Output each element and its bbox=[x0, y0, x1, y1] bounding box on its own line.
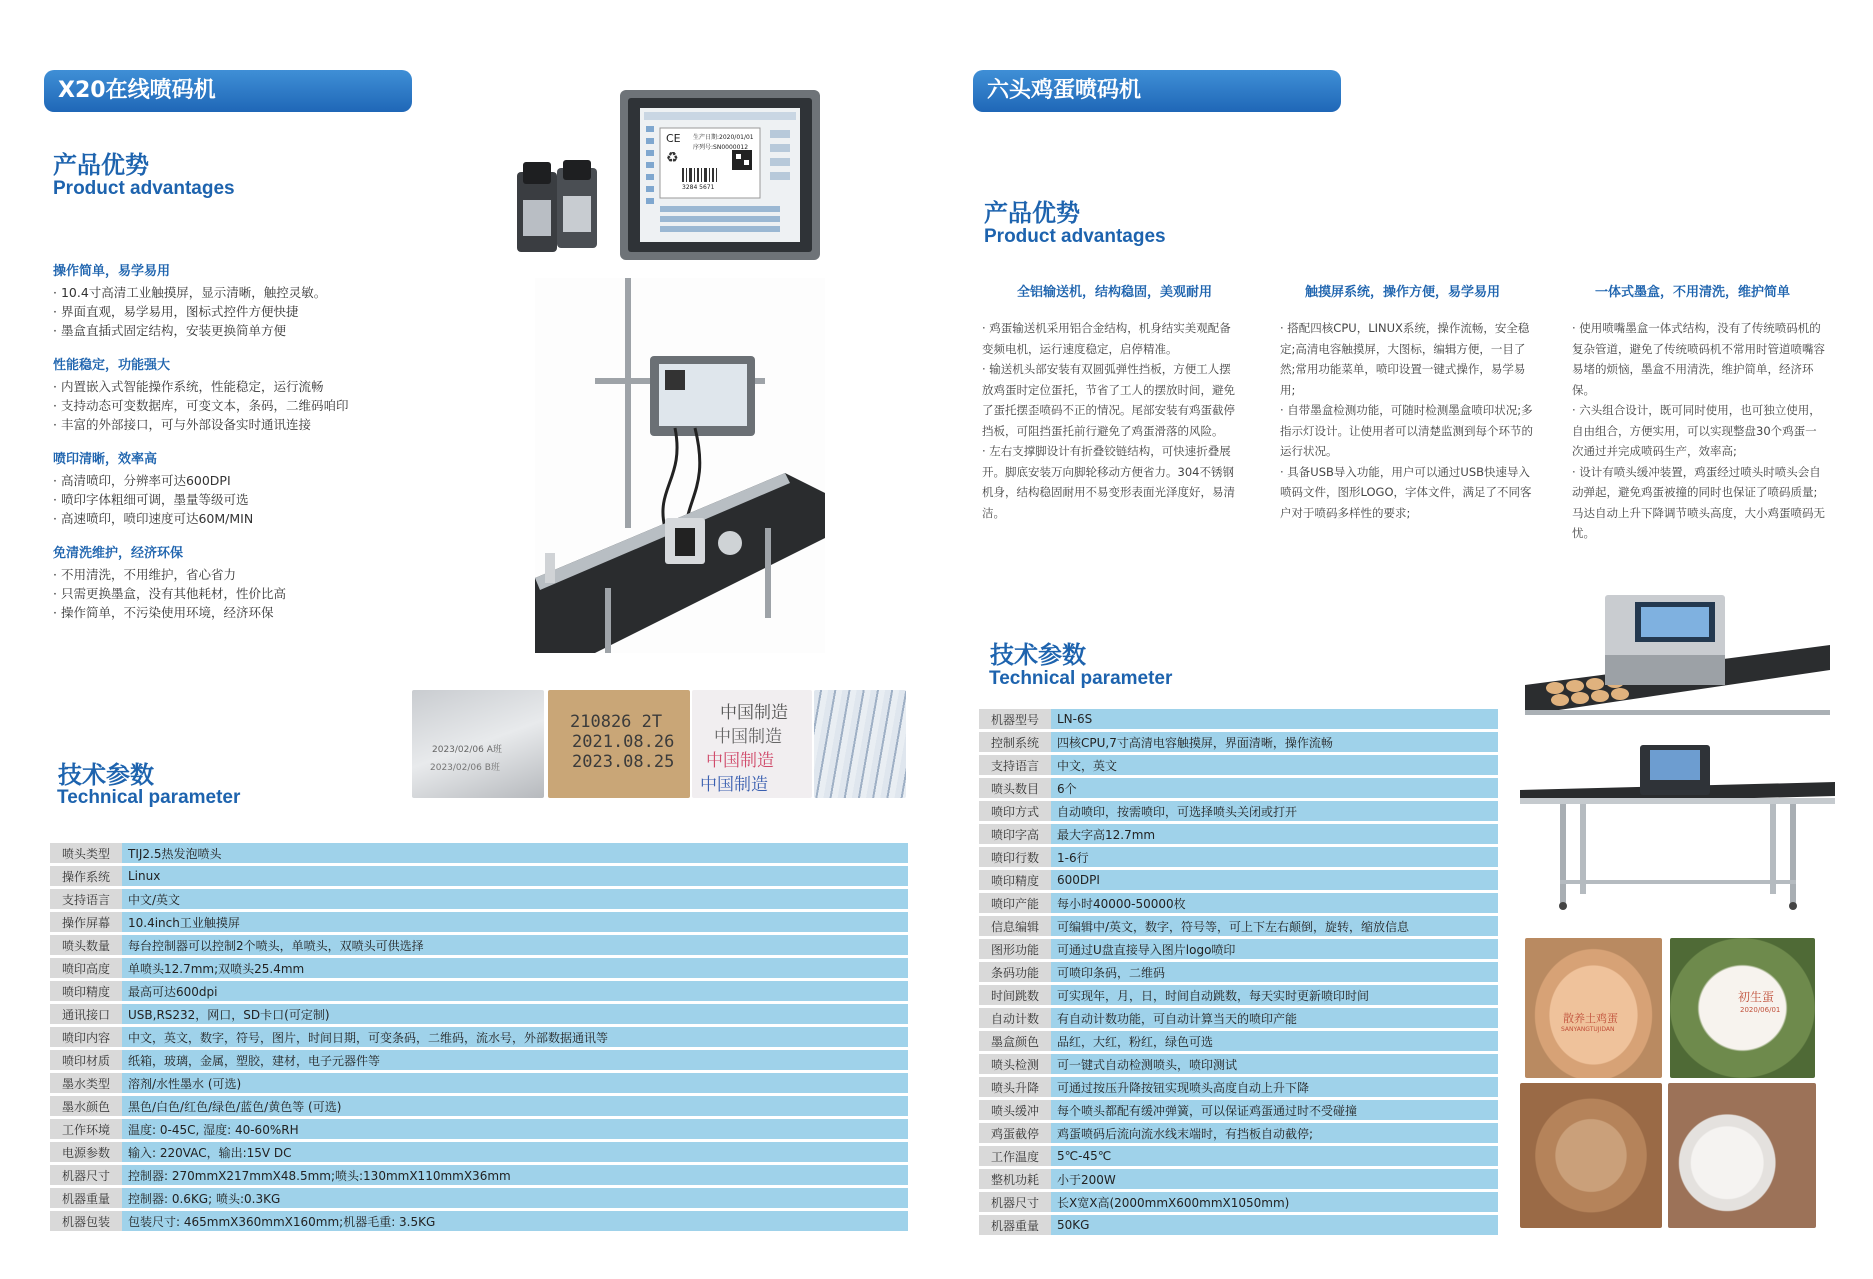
spec-value: 溶剂/水性墨水 (可选) bbox=[122, 1073, 908, 1093]
spec-value: 可一键式自动检测喷头，喷印测试 bbox=[1051, 1054, 1498, 1074]
spec-row bbox=[979, 778, 1498, 798]
left-tech-subtitle: Technical parameter bbox=[57, 787, 241, 808]
feature-line: · 内置嵌入式智能操作系统，性能稳定，运行流畅 bbox=[53, 379, 324, 394]
feature-title: 喷印清晰，效率高 bbox=[53, 452, 158, 467]
egg-print-text: 2020/06/01 bbox=[1740, 1006, 1781, 1014]
feature-line: · 喷印字体粗细可调，墨量等级可选 bbox=[53, 492, 249, 507]
spec-label: 喷印方式 bbox=[979, 801, 1051, 821]
spec-value: 中文，英文 bbox=[1051, 755, 1498, 775]
spec-value: 品红，大红，粉红，绿色可选 bbox=[1051, 1031, 1498, 1051]
spec-label: 喷头检测 bbox=[979, 1054, 1051, 1074]
spec-row bbox=[50, 912, 908, 932]
spec-row bbox=[979, 847, 1498, 867]
spec-label: 喷头类型 bbox=[50, 843, 122, 863]
spec-row bbox=[50, 935, 908, 955]
feature-line: · 支持动态可变数据库，可变文本，条码，二维码咱印 bbox=[53, 398, 349, 413]
spec-row bbox=[979, 801, 1498, 821]
spec-label: 墨水颜色 bbox=[50, 1096, 122, 1116]
spec-row bbox=[979, 939, 1498, 959]
spec-row bbox=[50, 1073, 908, 1093]
egg-photo-2 bbox=[1670, 938, 1815, 1078]
spec-row bbox=[979, 1077, 1498, 1097]
spec-row bbox=[979, 1123, 1498, 1143]
feature-line: · 不用清洗，不用维护，省心省力 bbox=[53, 567, 236, 582]
column-text-touchscreen bbox=[1280, 318, 1536, 523]
spec-value: TIJ2.5热发泡喷头 bbox=[122, 843, 908, 863]
spec-value: 600DPI bbox=[1051, 870, 1498, 890]
sample-text: 210826 2T bbox=[570, 712, 663, 732]
spec-value: 每台控制器可以控制2个喷头，单喷头，双喷头可供选择 bbox=[122, 935, 908, 955]
right-tech-title: 技术参数 bbox=[990, 641, 1086, 669]
print-head-image bbox=[515, 160, 605, 260]
spec-value: 自动喷印，按需喷印，可选择喷头关闭或打开 bbox=[1051, 801, 1498, 821]
spec-row bbox=[50, 1165, 908, 1185]
spec-label: 机器型号 bbox=[979, 709, 1051, 729]
column-text-conveyor bbox=[982, 318, 1238, 523]
controller-image bbox=[620, 90, 820, 260]
spec-label: 工作温度 bbox=[979, 1146, 1051, 1166]
column-paragraph: · 使用喷嘴墨盒一体式结构，没有了传统喷码机的复杂管道，避免了传统喷码机不常用时管道喷嘴容易堵的烦恼，墨盒不用清洗，维护简单，经济环保。 bbox=[1572, 321, 1825, 397]
egg-print-text: 散养土鸡蛋 bbox=[1563, 1012, 1618, 1025]
column-paragraph: · 六头组合设计，既可同时使用，也可独立使用，自由组合，方便实用，可以实现整盘30个鸡蛋一次通过并完成喷码生产，效率高; bbox=[1572, 403, 1821, 458]
spec-label: 操作屏幕 bbox=[50, 912, 122, 932]
spec-row bbox=[979, 732, 1498, 752]
spec-value: 输入: 220VAC，输出:15V DC bbox=[122, 1142, 908, 1162]
spec-value: 纸箱，玻璃，金属，塑胶，建材，电子元器件等 bbox=[122, 1050, 908, 1070]
spec-value: USB,RS232，网口，SD卡口(可定制) bbox=[122, 1004, 908, 1024]
left-tech-title: 技术参数 bbox=[58, 761, 154, 789]
feature-line: · 操作简单，不污染使用环境，经济环保 bbox=[53, 605, 274, 620]
spec-row bbox=[979, 824, 1498, 844]
feature-line: · 丰富的外部接口，可与外部设备实时通讯连接 bbox=[53, 417, 311, 432]
sample-print-image-3 bbox=[692, 690, 812, 798]
left-feature-list bbox=[53, 260, 493, 636]
spec-label: 支持语言 bbox=[979, 755, 1051, 775]
right-banner: 六头鸡蛋喷码机 bbox=[973, 70, 1341, 112]
spec-row bbox=[979, 962, 1498, 982]
spec-label: 喷印产能 bbox=[979, 893, 1051, 913]
column-paragraph: · 输送机头部安装有双圆弧弹性挡板，方便工人摆放鸡蛋时定位蛋托，节省了工人的摆放时间，避免了蛋托摆歪喷码不正的情况。尾部安装有鸡蛋截停挡板，可阻挡蛋托前行避免了鸡蛋滑落的风险。 bbox=[982, 362, 1235, 438]
spec-row bbox=[50, 1142, 908, 1162]
spec-row bbox=[979, 1215, 1498, 1235]
spec-value: 四核CPU,7寸高清电容触摸屏，界面清晰，操作流畅 bbox=[1051, 732, 1498, 752]
feature-line: · 高速喷印，喷印速度可达60M/MIN bbox=[53, 511, 254, 526]
right-spec-table bbox=[979, 706, 1498, 1238]
sample-text: 中国制造 bbox=[706, 751, 774, 771]
feature-line: · 界面直观，易学易用，图标式控件方便快捷 bbox=[53, 304, 299, 319]
spec-row bbox=[979, 985, 1498, 1005]
spec-value: 最高可达600dpi bbox=[122, 981, 908, 1001]
screen-text-date: 生产日期:2020/01/01 bbox=[693, 134, 754, 141]
column-paragraph: · 搭配四核CPU，LINUX系统，操作流畅，安全稳定;高清电容触摸屏，大图标，编辑方便，一目了然;常用功能菜单，喷印设置一键式操作，易学易用; bbox=[1280, 321, 1530, 397]
column-paragraph: · 具备USB导入功能，用户可以通过USB快速导入喷码文件，图形LOGO，字体文件，满足了不同客户对于喷码多样性的要求; bbox=[1280, 464, 1532, 520]
sample-text: 2023.08.25 bbox=[572, 752, 675, 772]
spec-value: 50KG bbox=[1051, 1215, 1498, 1235]
spec-label: 机器重量 bbox=[979, 1215, 1051, 1235]
spec-value: 可实现年，月，日，时间自动跳数，每天实时更新喷印时间 bbox=[1051, 985, 1498, 1005]
conveyor-machine-image bbox=[535, 278, 825, 653]
spec-value: 单喷头12.7mm;双喷头25.4mm bbox=[122, 958, 908, 978]
spec-label: 喷头数目 bbox=[979, 778, 1051, 798]
feature-title: 操作简单，易学易用 bbox=[53, 264, 171, 279]
spec-label: 喷印高度 bbox=[50, 958, 122, 978]
svg-text:♻: ♻ bbox=[666, 150, 679, 166]
spec-label: 喷印材质 bbox=[50, 1050, 122, 1070]
spec-value: 10.4inch工业触摸屏 bbox=[122, 912, 908, 932]
spec-row bbox=[50, 1211, 908, 1231]
spec-row bbox=[50, 843, 908, 863]
spec-row bbox=[50, 1004, 908, 1024]
column-title-cartridge: 一体式墨盒，不用清洗，维护简单 bbox=[1594, 285, 1790, 300]
spec-label: 控制系统 bbox=[979, 732, 1051, 752]
spec-row bbox=[979, 1192, 1498, 1212]
spec-value: 6个 bbox=[1051, 778, 1498, 798]
spec-value: 1-6行 bbox=[1051, 847, 1498, 867]
egg-printer-image-1 bbox=[1525, 590, 1830, 735]
spec-row bbox=[979, 916, 1498, 936]
spec-row bbox=[50, 1096, 908, 1116]
spec-label: 图形功能 bbox=[979, 939, 1051, 959]
spec-row bbox=[50, 889, 908, 909]
spec-row bbox=[979, 1100, 1498, 1120]
spec-row bbox=[50, 866, 908, 886]
spec-row bbox=[979, 1008, 1498, 1028]
spec-value: 最大字高12.7mm bbox=[1051, 824, 1498, 844]
svg-text:CE: CE bbox=[666, 132, 681, 145]
spec-row bbox=[50, 1188, 908, 1208]
feature-title: 性能稳定，功能强大 bbox=[53, 358, 171, 373]
spec-label: 通讯接口 bbox=[50, 1004, 122, 1024]
spec-label: 条码功能 bbox=[979, 962, 1051, 982]
spec-row bbox=[50, 1119, 908, 1139]
sample-text: 2023/02/06 B班 bbox=[430, 763, 500, 773]
egg-print-text: SANYANGTUJIDAN bbox=[1561, 1026, 1615, 1033]
spec-label: 喷印字高 bbox=[979, 824, 1051, 844]
spec-label: 鸡蛋截停 bbox=[979, 1123, 1051, 1143]
spec-row bbox=[979, 1169, 1498, 1189]
spec-value: 每个喷头都配有缓冲弹簧，可以保证鸡蛋通过时不受碰撞 bbox=[1051, 1100, 1498, 1120]
spec-label: 时间跳数 bbox=[979, 985, 1051, 1005]
screen-text-serial: 序列号:SN0000012 bbox=[693, 144, 749, 151]
spec-value: Linux bbox=[122, 866, 908, 886]
spec-value: 每小时40000-50000枚 bbox=[1051, 893, 1498, 913]
spec-label: 喷印内容 bbox=[50, 1027, 122, 1047]
column-title-touchscreen: 触摸屏系统，操作方便，易学易用 bbox=[1304, 285, 1500, 300]
egg-print-text: 初生蛋 bbox=[1738, 990, 1775, 1004]
spec-value: 温度: 0-45C, 湿度: 40-60%RH bbox=[122, 1119, 908, 1139]
spec-label: 支持语言 bbox=[50, 889, 122, 909]
sample-print-image-2 bbox=[548, 690, 690, 798]
column-paragraph: · 设计有喷头缓冲装置，鸡蛋经过喷头时喷头会自动弹起，避免鸡蛋被撞的同时也保证了喷码质量;马达自动上升下降调节喷头高度，大小鸡蛋喷码无忧。 bbox=[1572, 464, 1825, 540]
spec-row bbox=[50, 1050, 908, 1070]
spec-label: 喷印精度 bbox=[50, 981, 122, 1001]
feature-line: · 高清喷印，分辨率可达600DPI bbox=[53, 473, 231, 488]
spec-label: 喷头升降 bbox=[979, 1077, 1051, 1097]
spec-value: 黑色/白色/红色/绿色/蓝色/黄色等 (可选) bbox=[122, 1096, 908, 1116]
feature-group bbox=[53, 260, 493, 340]
spec-label: 喷印精度 bbox=[979, 870, 1051, 890]
spec-value: 包装尺寸: 465mmX360mmX160mm;机器毛重: 3.5KG bbox=[122, 1211, 908, 1231]
spec-label: 自动计数 bbox=[979, 1008, 1051, 1028]
right-tech-subtitle: Technical parameter bbox=[989, 668, 1173, 689]
spec-value: 5℃-45℃ bbox=[1051, 1146, 1498, 1166]
spec-label: 机器包装 bbox=[50, 1211, 122, 1231]
spec-row bbox=[979, 755, 1498, 775]
left-spec-table bbox=[50, 840, 908, 1234]
spec-row bbox=[979, 1031, 1498, 1051]
sample-text: 中国制造 bbox=[720, 703, 788, 723]
spec-value: 小于200W bbox=[1051, 1169, 1498, 1189]
spec-value: 可编辑中/英文，数字，符号等，可上下左右颠倒，旋转，缩放信息 bbox=[1051, 916, 1498, 936]
spec-label: 墨水类型 bbox=[50, 1073, 122, 1093]
column-paragraph: · 鸡蛋输送机采用铝合金结构，机身结实美观配备变频电机，运行速度稳定，启停精准。 bbox=[982, 321, 1231, 356]
column-paragraph: · 左右支撑脚设计有折叠铰链结构，可快速折叠展开。脚底安装万向脚轮移动方便省力。304不锈钢机身，结构稳固耐用不易变形表面光泽度好，易清洁。 bbox=[982, 444, 1235, 520]
spec-label: 信息编辑 bbox=[979, 916, 1051, 936]
spec-label: 机器尺寸 bbox=[50, 1165, 122, 1185]
spec-value: 鸡蛋喷码后流向流水线末端时，有挡板自动截停; bbox=[1051, 1123, 1498, 1143]
feature-title: 免清洗维护，经济环保 bbox=[53, 546, 184, 561]
screen-text-barcode: 3284 5671 bbox=[682, 184, 715, 191]
column-text-cartridge bbox=[1572, 318, 1828, 544]
left-banner: X20在线喷码机 bbox=[44, 70, 412, 112]
egg-photo-1 bbox=[1525, 938, 1662, 1078]
spec-value: 控制器: 0.6KG; 喷头:0.3KG bbox=[122, 1188, 908, 1208]
spec-label: 墨盒颜色 bbox=[979, 1031, 1051, 1051]
egg-photo-4 bbox=[1668, 1083, 1816, 1228]
spec-label: 操作系统 bbox=[50, 866, 122, 886]
spec-row bbox=[979, 1146, 1498, 1166]
spec-value: 长X宽X高(2000mmX600mmX1050mm) bbox=[1051, 1192, 1498, 1212]
spec-value: 中文，英文，数字，符号，图片，时间日期，可变条码，二维码，流水号，外部数据通讯等 bbox=[122, 1027, 908, 1047]
spec-value: LN-6S bbox=[1051, 709, 1498, 729]
feature-group bbox=[53, 354, 493, 434]
spec-label: 机器重量 bbox=[50, 1188, 122, 1208]
sample-text: 中国制造 bbox=[700, 775, 768, 795]
sample-print-image-1 bbox=[412, 690, 544, 798]
right-advantages-subtitle: Product advantages bbox=[984, 226, 1166, 247]
right-advantages-title: 产品优势 bbox=[984, 199, 1080, 227]
left-advantages-subtitle: Product advantages bbox=[53, 178, 235, 199]
feature-line: · 墨盒直插式固定结构，安装更换简单方便 bbox=[53, 323, 286, 338]
spec-label: 喷头数量 bbox=[50, 935, 122, 955]
feature-group bbox=[53, 448, 493, 528]
spec-row bbox=[979, 1054, 1498, 1074]
spec-label: 整机功耗 bbox=[979, 1169, 1051, 1189]
spec-row bbox=[979, 870, 1498, 890]
spec-value: 可通过U盘直接导入图片logo喷印 bbox=[1051, 939, 1498, 959]
spec-label: 电源参数 bbox=[50, 1142, 122, 1162]
spec-value: 中文/英文 bbox=[122, 889, 908, 909]
spec-row bbox=[50, 981, 908, 1001]
spec-row bbox=[979, 893, 1498, 913]
spec-row bbox=[50, 958, 908, 978]
spec-label: 机器尺寸 bbox=[979, 1192, 1051, 1212]
spec-row bbox=[979, 709, 1498, 729]
spec-label: 喷头缓冲 bbox=[979, 1100, 1051, 1120]
spec-value: 控制器: 270mmX217mmX48.5mm;喷头:130mmX110mmX36mm bbox=[122, 1165, 908, 1185]
egg-printer-image-2 bbox=[1520, 740, 1835, 910]
spec-row bbox=[50, 1027, 908, 1047]
spec-value: 可喷印条码，二维码 bbox=[1051, 962, 1498, 982]
left-advantages-title: 产品优势 bbox=[53, 151, 149, 179]
sample-print-image-4 bbox=[814, 690, 906, 798]
feature-line: · 10.4寸高清工业触摸屏，显示清晰，触控灵敏。 bbox=[53, 285, 327, 300]
spec-label: 喷印行数 bbox=[979, 847, 1051, 867]
spec-value: 可通过按压升降按钮实现喷头高度自动上升下降 bbox=[1051, 1077, 1498, 1097]
feature-group bbox=[53, 542, 493, 622]
spec-value: 有自动计数功能，可自动计算当天的喷印产能 bbox=[1051, 1008, 1498, 1028]
column-title-conveyor: 全铝输送机，结构稳固，美观耐用 bbox=[1016, 285, 1212, 300]
sample-text: 中国制造 bbox=[714, 727, 782, 747]
spec-label: 工作环境 bbox=[50, 1119, 122, 1139]
feature-line: · 只需更换墨盒，没有其他耗材，性价比高 bbox=[53, 586, 286, 601]
egg-photo-3 bbox=[1520, 1083, 1662, 1228]
sample-text: 2023/02/06 A班 bbox=[432, 745, 502, 755]
column-paragraph: · 自带墨盒检测功能，可随时检测墨盒喷印状况;多指示灯设计。让使用者可以清楚监测到每个环节的运行状况。 bbox=[1280, 403, 1533, 458]
sample-text: 2021.08.26 bbox=[572, 732, 675, 752]
